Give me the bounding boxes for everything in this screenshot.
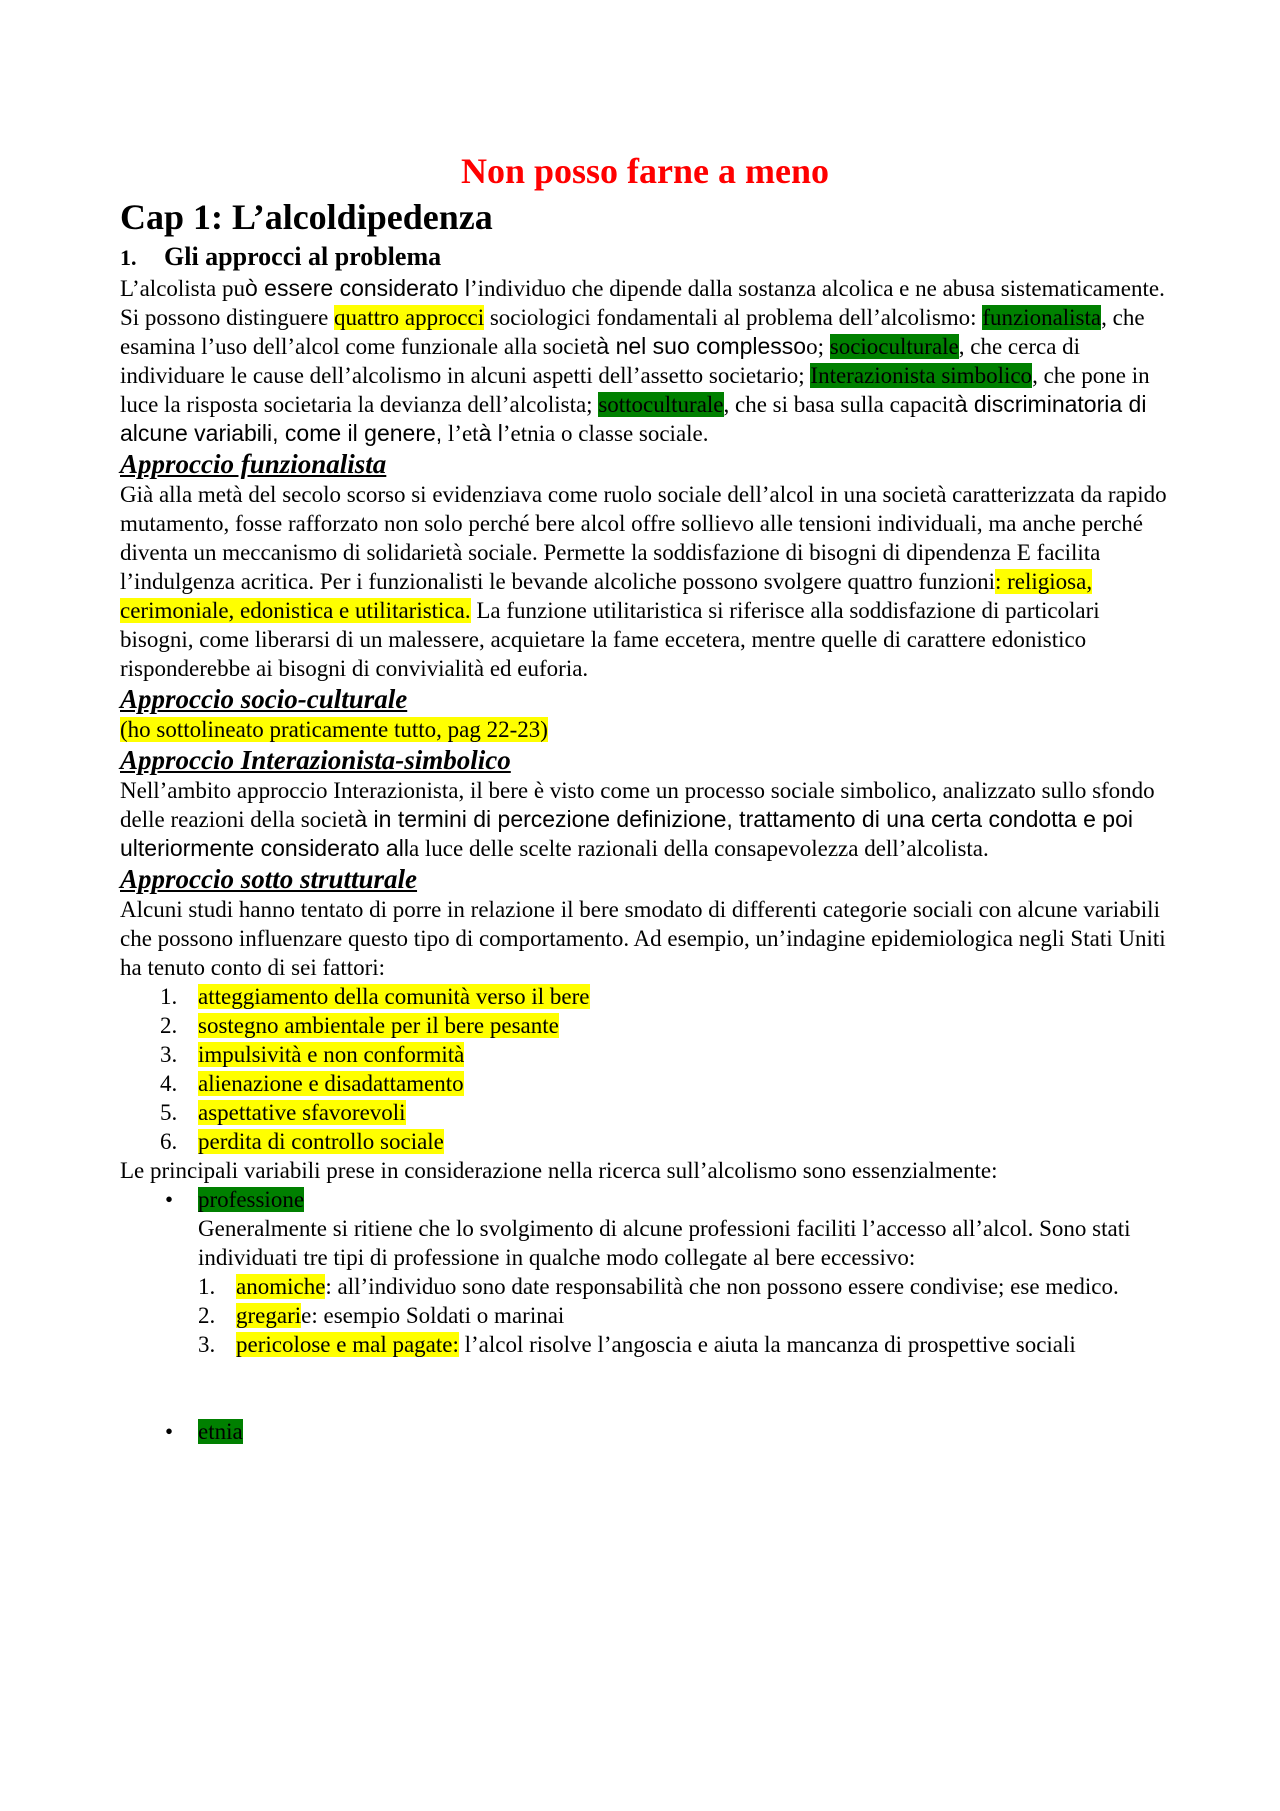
list-number: 3. bbox=[198, 1332, 216, 1357]
list-item bbox=[120, 1098, 1170, 1127]
intro-paragraph-1 bbox=[120, 274, 1170, 303]
highlight-quattro-approcci: quattro approcci bbox=[334, 305, 485, 330]
text-run: Si possono distinguere bbox=[120, 305, 335, 330]
subheading-socioculturale: Approccio socio-culturale bbox=[120, 684, 408, 714]
highlight-socioculturale: socioculturale bbox=[829, 334, 959, 359]
text-run: à discriminatoria di alcune variabili, come il genere, bbox=[120, 391, 1147, 446]
highlight-funzioni: : religiosa, cerimoniale, edonistica e utilitaristica. bbox=[120, 569, 1093, 623]
chapter-title: Cap 1: L’alcoldipedenza bbox=[120, 197, 493, 237]
highlight-factor: atteggiamento della comunità verso il bere bbox=[198, 984, 590, 1009]
subheading-interazionista: Approccio Interazionista-simbolico bbox=[120, 745, 511, 775]
text-run: o; bbox=[806, 334, 830, 359]
list-item bbox=[198, 1272, 1170, 1301]
document-title: Non posso farne a meno bbox=[460, 151, 829, 191]
list-item-etnia bbox=[120, 1417, 1170, 1446]
text-run: ’individuo che dipende dalla sostanza alcolica e ne abusa sistematicamente. bbox=[470, 276, 1165, 301]
paragraph-interazionista bbox=[120, 776, 1170, 863]
list-item bbox=[120, 982, 1170, 1011]
text-run: ò essere considerato l bbox=[244, 275, 470, 301]
text-run: : all’individuo sono date responsabilità che non possono essere condivise; ese medico. bbox=[325, 1274, 1119, 1299]
list-number: 2. bbox=[198, 1303, 216, 1328]
professione-types-list bbox=[198, 1272, 1170, 1359]
list-number: 4. bbox=[160, 1071, 178, 1096]
list-number: 1. bbox=[198, 1274, 216, 1299]
note-socioculturale bbox=[120, 715, 1170, 744]
highlight-professione: professione bbox=[198, 1187, 305, 1212]
factors-list bbox=[120, 982, 1170, 1156]
list-item bbox=[198, 1301, 1170, 1330]
text-run: , che esamina l’uso dell’alcol come funzionale alla societ bbox=[120, 305, 1145, 359]
list-item bbox=[120, 1127, 1170, 1156]
highlight-prof-type: anomiche bbox=[236, 1274, 326, 1299]
highlight-factor: sostegno ambientale per il bere pesante bbox=[198, 1013, 559, 1038]
text-run: ’etnia o classe sociale. bbox=[502, 421, 709, 446]
list-number: 2. bbox=[160, 1013, 178, 1038]
section-number: 1. bbox=[120, 245, 137, 270]
text-run: , che si basa sulla capacit bbox=[723, 392, 955, 417]
list-item bbox=[120, 1069, 1170, 1098]
highlight-sottoculturale: sottoculturale bbox=[598, 392, 724, 417]
highlight-interazionista: Interazionista simbolico bbox=[810, 363, 1033, 388]
subheading-funzionalista: Approccio funzionalista bbox=[120, 449, 387, 479]
section-title bbox=[120, 240, 1170, 274]
text-run: , che cerca di individuare le cause dell’alcolismo in alcuni aspetti dell’assetto societario; bbox=[120, 334, 1081, 388]
list-number: 5. bbox=[160, 1100, 178, 1125]
bullet-icon: • bbox=[165, 1419, 174, 1444]
highlight-etnia: etnia bbox=[198, 1419, 243, 1444]
text-run: à in termini di percezione definizione, trattamento di una certa condotta e poi ulteriormente considerato all bbox=[120, 806, 1133, 861]
text-run: à nel suo complesso bbox=[596, 333, 807, 359]
list-number: 1. bbox=[160, 984, 178, 1009]
text-run: e: esempio Soldati o marinai bbox=[301, 1303, 565, 1328]
text-run: l’et bbox=[442, 421, 479, 446]
text-run: L’alcolista pu bbox=[120, 276, 245, 301]
bullet-icon: • bbox=[165, 1187, 174, 1212]
paragraph-sottostrutturale: Alcuni studi hanno tentato di porre in relazione il bere smodato di differenti categorie sociali con alcune variabili che possono influenzare questo tipo di comportamento. Ad esempio, un’indagine epidemiologica negli Stati Uniti ha tenuto conto di sei fattori: bbox=[120, 897, 1166, 980]
highlight-factor: perdita di controllo sociale bbox=[198, 1129, 444, 1154]
paragraph-funzionalista bbox=[120, 480, 1170, 683]
document-page bbox=[120, 150, 1170, 1446]
text-run: , che pone in luce la risposta societaria la devianza dell’alcolista; bbox=[120, 363, 1150, 417]
text-run: a luce delle scelte razionali della consapevolezza dell’alcolista. bbox=[408, 836, 989, 861]
professione-text: Generalmente si ritiene che lo svolgimento di alcune professioni faciliti l’accesso all’alcol. Sono stati individuati tre tipi di professione in qualche modo collegate al bere eccessivo: bbox=[198, 1216, 1131, 1270]
text-run: Già alla metà del secolo scorso si evidenziava come ruolo sociale dell’alcol in una società caratterizzata da rapido mutamento, fosse rafforzato non solo perché bere alcol offre sollievo alle tensioni individuali, ma anche perché diventa un meccanismo di solidarietà sociale. Permette la soddisfazione di bisogni di dipendenza E facilita l’indulgenza acritica. Per i funzionalisti le bevande alcoliche possono svolgere quattro funzioni bbox=[120, 482, 1167, 594]
variables-intro: Le principali variabili prese in considerazione nella ricerca sull’alcolismo sono essenzialmente: bbox=[120, 1158, 998, 1183]
list-item bbox=[120, 1040, 1170, 1069]
highlight-factor: aspettative sfavorevoli bbox=[198, 1100, 406, 1125]
variables-list bbox=[120, 1185, 1170, 1446]
subheading-sottostrutturale: Approccio sotto strutturale bbox=[120, 864, 418, 894]
list-item bbox=[120, 1011, 1170, 1040]
text-run: La funzione utilitaristica si riferisce alla soddisfazione di particolari bisogni, come liberarsi di un malessere, acquietare la fame eccetera, mentre quelle di carattere edonistico risponderebbe ai bisogni di convivialità ed euforia. bbox=[120, 598, 1100, 681]
highlight-prof-type: pericolose e mal pagate: bbox=[236, 1332, 459, 1357]
text-run: Nell’ambito approccio Interazionista, il bere è visto come un processo sociale simbolico, analizzato sullo sfondo delle reazioni della societ bbox=[120, 778, 1155, 832]
highlight-prof-type: gregari bbox=[236, 1303, 302, 1328]
highlight-note: (ho sottolineato praticamente tutto, pag 22-23) bbox=[120, 717, 548, 742]
text-run: sociologici fondamentali al problema dell’alcolismo: bbox=[484, 305, 983, 330]
intro-paragraph-2 bbox=[120, 303, 1170, 448]
highlight-funzionalista: funzionalista bbox=[982, 305, 1102, 330]
list-item bbox=[198, 1330, 1170, 1359]
highlight-factor: impulsività e non conformità bbox=[198, 1042, 465, 1067]
list-number: 3. bbox=[160, 1042, 178, 1067]
list-number: 6. bbox=[160, 1129, 178, 1154]
section-title-text: Gli approcci al problema bbox=[164, 242, 442, 271]
highlight-factor: alienazione e disadattamento bbox=[198, 1071, 464, 1096]
text-run: à l bbox=[478, 420, 503, 446]
list-item-professione bbox=[120, 1185, 1170, 1359]
text-run: l’alcol risolve l’angoscia e aiuta la mancanza di prospettive sociali bbox=[458, 1332, 1076, 1357]
